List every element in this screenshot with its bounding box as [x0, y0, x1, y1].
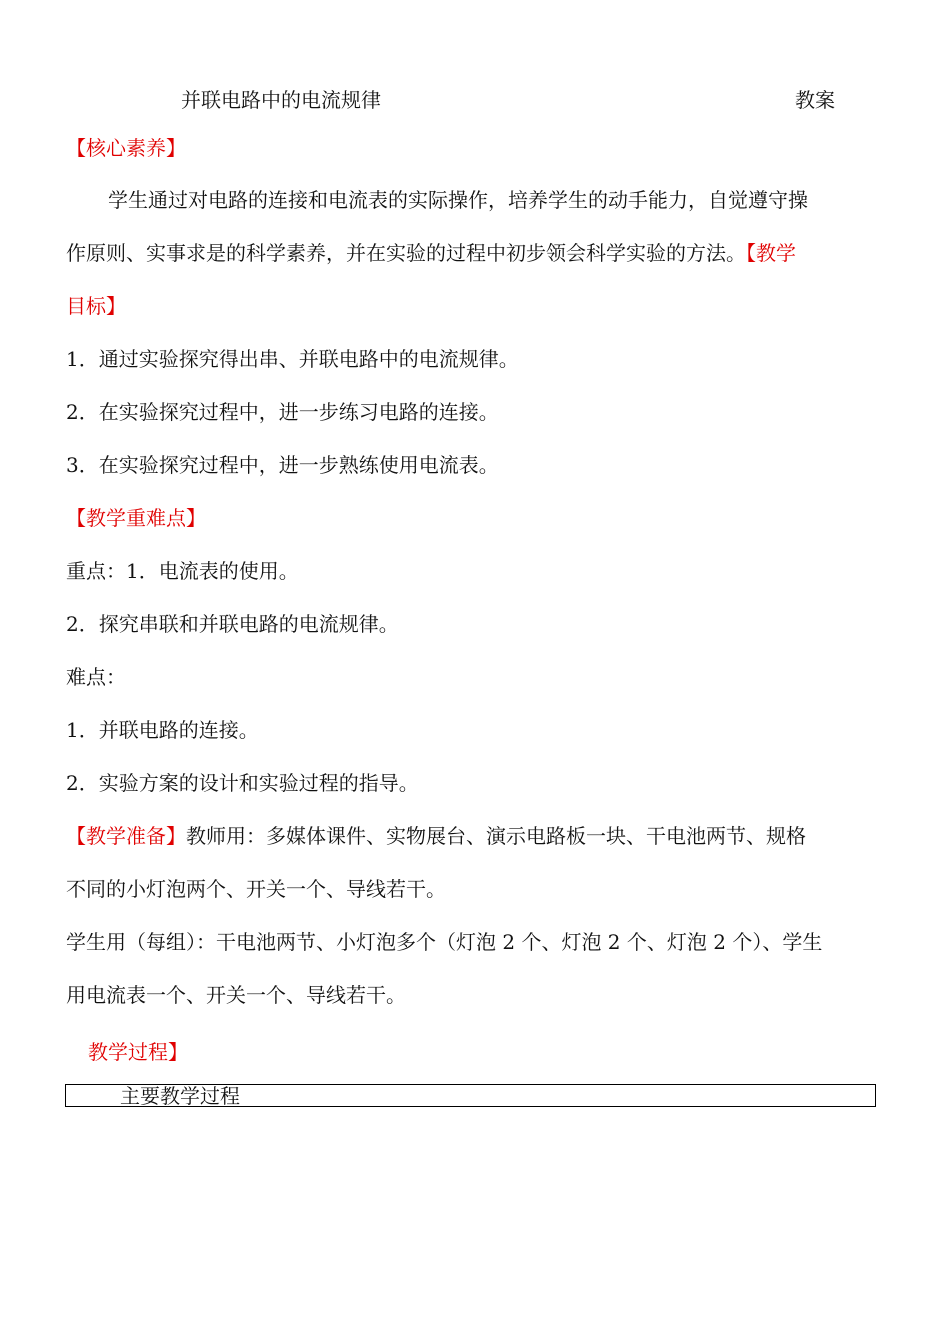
process-heading: 教学过程】	[88, 1040, 188, 1064]
document-title: 并联电路中的电流规律	[181, 88, 381, 112]
preparation-teacher-line-1	[66, 824, 806, 848]
difficulty-item-2: 2．实验方案的设计和实验过程的指导。	[66, 771, 419, 795]
core-literacy-paragraph-line-1: 学生通过对电路的连接和电流表的实际操作，培养学生的动手能力，自觉遵守操	[108, 188, 808, 212]
core-literacy-paragraph-text: 作原则、实事求是的科学素养，并在实验的过程中初步领会科学实验的方法。	[66, 241, 746, 265]
preparation-teacher-text: 教师用：多媒体课件、实物展台、演示电路板一块、干电池两节、规格	[186, 824, 806, 848]
difficulty-item-1: 1．并联电路的连接。	[66, 718, 259, 742]
key-points-heading: 【教学重难点】	[66, 506, 206, 530]
process-table	[65, 1084, 876, 1107]
process-table-header: 主要教学过程	[120, 1084, 240, 1108]
difficulty-label: 难点：	[66, 665, 126, 689]
preparation-teacher-line-2: 不同的小灯泡两个、开关一个、导线若干。	[66, 877, 446, 901]
preparation-heading: 【教学准备】	[66, 824, 186, 848]
preparation-student-line-1: 学生用（每组）：干电池两节、小灯泡多个（灯泡 2 个、灯泡 2 个、灯泡 2 个）、学生	[66, 930, 823, 954]
goal-item-2: 2．在实验探究过程中，进一步练习电路的连接。	[66, 400, 499, 424]
focus-line-2: 2．探究串联和并联电路的电流规律。	[66, 612, 399, 636]
core-literacy-heading: 【核心素养】	[66, 136, 186, 160]
goal-item-1: 1．通过实验探究得出串、并联电路中的电流规律。	[66, 347, 519, 371]
goals-heading-part-2: 目标】	[66, 294, 126, 318]
document-type-label: 教案	[795, 88, 835, 112]
focus-line-1: 重点：1．电流表的使用。	[66, 559, 299, 583]
preparation-student-line-2: 用电流表一个、开关一个、导线若干。	[66, 983, 406, 1007]
core-literacy-paragraph-line-2	[66, 241, 796, 265]
goals-heading-part-1: 【教学	[746, 241, 796, 265]
goal-item-3: 3．在实验探究过程中，进一步熟练使用电流表。	[66, 453, 499, 477]
